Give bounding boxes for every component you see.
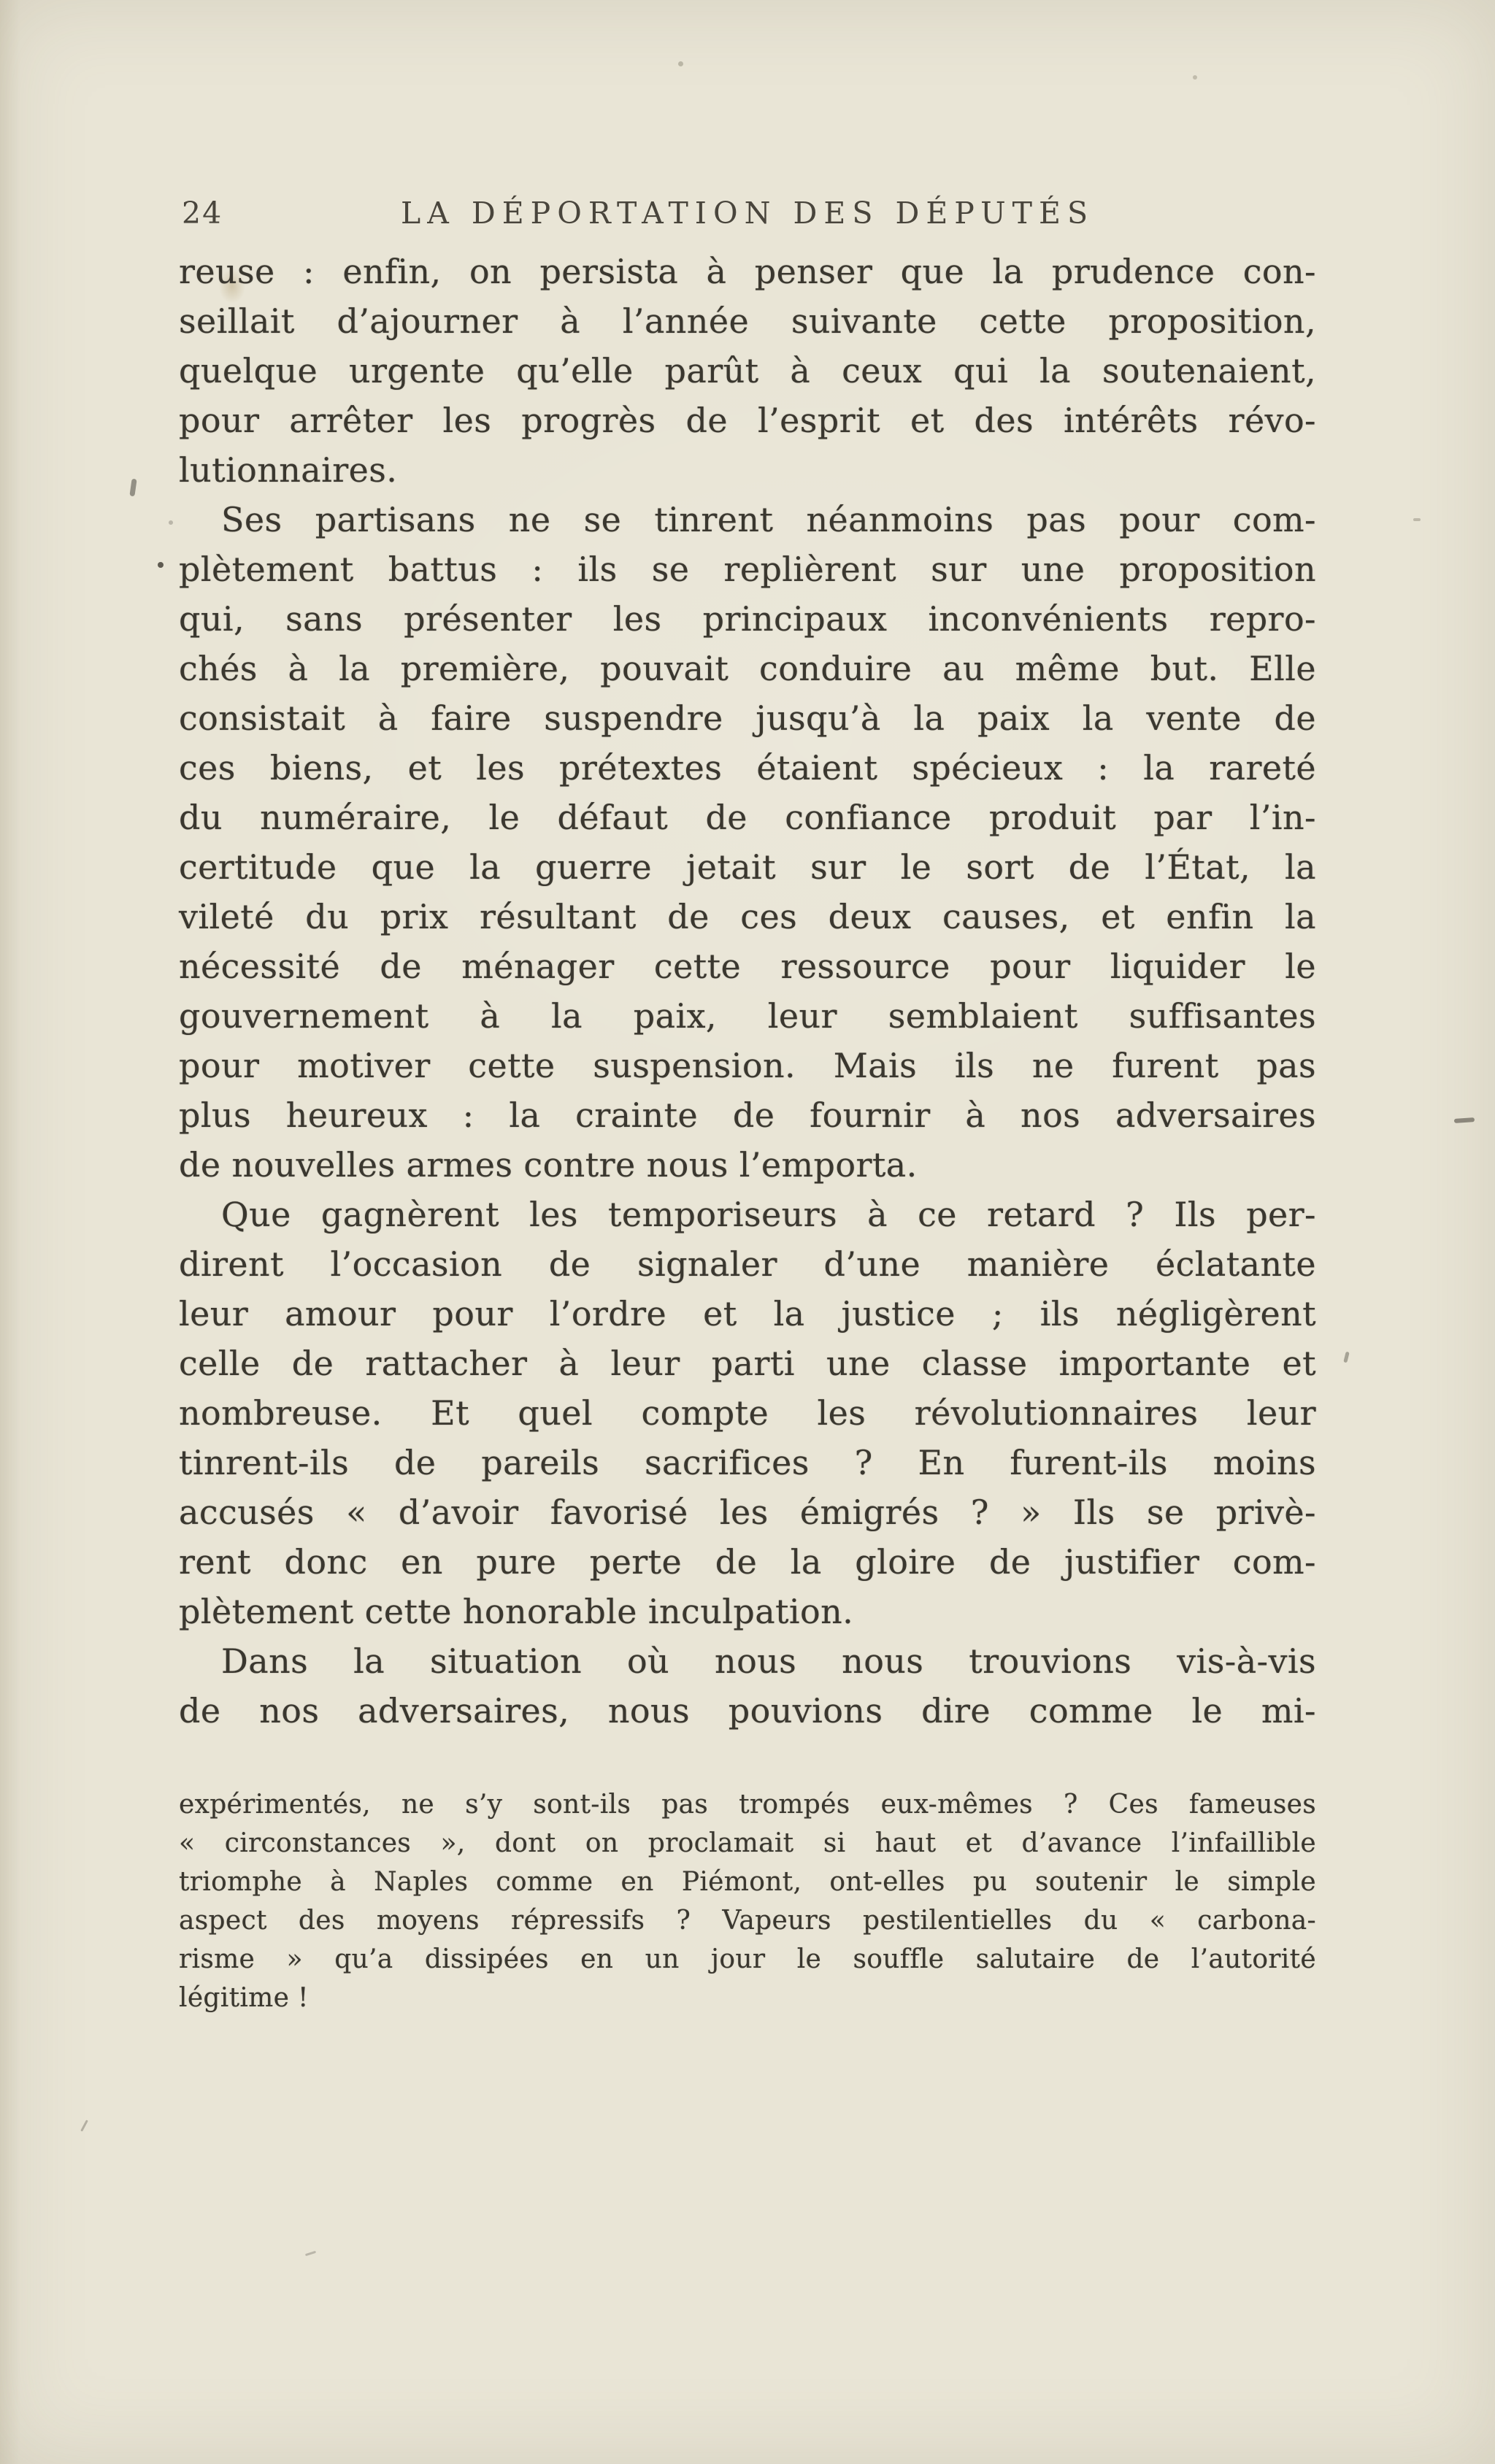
body-line: pour motiver cette suspension. Mais ils ne furent pas <box>179 1046 1316 1085</box>
body-line: plètement battus : ils se replièrent sur une proposition <box>179 550 1316 589</box>
paragraph <box>179 247 1316 495</box>
body-line: reuse : enfin, on persista à penser que la prudence con- <box>179 252 1316 291</box>
footnote-line: triomphe à Naples comme en Piémont, ont-elles pu soutenir le simple <box>179 1867 1316 1897</box>
body-line: quelque urgente qu’elle parût à ceux qui la soutenaient, <box>179 351 1316 390</box>
body-line: vileté du prix résultant de ces deux causes, et enfin la <box>179 897 1316 936</box>
body-line: nécessité de ménager cette ressource pour liquider le <box>179 947 1316 986</box>
footnote-line: risme » qu’a dissipées en un jour le souffle salutaire de l’autorité <box>179 1944 1316 1974</box>
ink-speck <box>169 520 173 525</box>
paragraph <box>179 1190 1316 1636</box>
ink-speck <box>1193 75 1197 80</box>
body-line: de nouvelles armes contre nous l’emporta. <box>179 1145 918 1185</box>
body-line: Que gagnèrent les temporiseurs à ce retard ? Ils per- <box>221 1195 1316 1234</box>
body-line: tinrent-ils de pareils sacrifices ? En furent-ils moins <box>179 1443 1316 1482</box>
body-line: gouvernement à la paix, leur semblaient suffisantes <box>179 996 1316 1036</box>
body-line: rent donc en pure perte de la gloire de justifier com- <box>179 1542 1316 1582</box>
ink-speck <box>1343 1352 1349 1363</box>
ink-speck <box>1413 518 1421 521</box>
body-line: nombreuse. Et quel compte les révolutionnaires leur <box>179 1393 1316 1433</box>
running-head <box>179 196 1316 234</box>
footnote <box>179 1785 1316 2017</box>
ink-speck <box>158 562 164 568</box>
body-line: chés à la première, pouvait conduire au même but. Elle <box>179 649 1316 688</box>
body-line: plus heureux : la crainte de fournir à nos adversaires <box>179 1096 1316 1135</box>
body-line: consistait à faire suspendre jusqu’à la paix la vente de <box>179 698 1316 738</box>
body-line: dirent l’occasion de signaler d’une manière éclatante <box>179 1244 1316 1284</box>
footnote-line: expérimentés, ne s’y sont-ils pas trompés eux-mêmes ? Ces fameuses <box>179 1790 1316 1820</box>
body-text <box>179 247 1316 1736</box>
body-line: Ses partisans ne se tinrent néanmoins pas pour com- <box>221 500 1316 539</box>
ink-speck <box>129 479 137 497</box>
ink-speck <box>305 2251 316 2256</box>
body-line: plètement cette honorable inculpation. <box>179 1592 854 1631</box>
body-line: celle de rattacher à leur parti une classe importante et <box>179 1344 1316 1383</box>
body-line: ces biens, et les prétextes étaient spécieux : la rareté <box>179 748 1316 788</box>
page-number: 24 <box>182 196 223 231</box>
body-line: accusés « d’avoir favorisé les émigrés ? » Ils se privè- <box>179 1493 1316 1532</box>
body-line: du numéraire, le défaut de confiance produit par l’in- <box>179 798 1316 837</box>
paragraph <box>179 495 1316 1190</box>
body-line: Dans la situation où nous nous trouvions vis-à-vis <box>221 1641 1316 1681</box>
body-line: qui, sans présenter les principaux inconvénients repro- <box>179 599 1316 639</box>
paragraph <box>179 1636 1316 1736</box>
body-line: leur amour pour l’ordre et la justice ; ils négligèrent <box>179 1294 1316 1333</box>
body-line: de nos adversaires, nous pouvions dire comme le mi- <box>179 1691 1316 1730</box>
ink-speck <box>678 61 683 66</box>
footnote-line: « circonstances », dont on proclamait si haut et d’avance l’infaillible <box>179 1828 1316 1858</box>
running-title: LA DÉPORTATION DES DÉPUTÉS <box>400 196 1095 231</box>
body-line: lutionnaires. <box>179 450 398 490</box>
footnote-line: légitime ! <box>179 1983 309 2013</box>
body-line: pour arrêter les progrès de l’esprit et des intérêts révo- <box>179 401 1316 440</box>
body-line: seillait d’ajourner à l’année suivante cette proposition, <box>179 301 1316 341</box>
ink-speck <box>1454 1117 1475 1123</box>
ink-speck <box>80 2120 88 2131</box>
body-line: certitude que la guerre jetait sur le sort de l’État, la <box>179 847 1316 887</box>
footnote-line: aspect des moyens répressifs ? Vapeurs pestilentielles du « carbona- <box>179 1906 1316 1936</box>
